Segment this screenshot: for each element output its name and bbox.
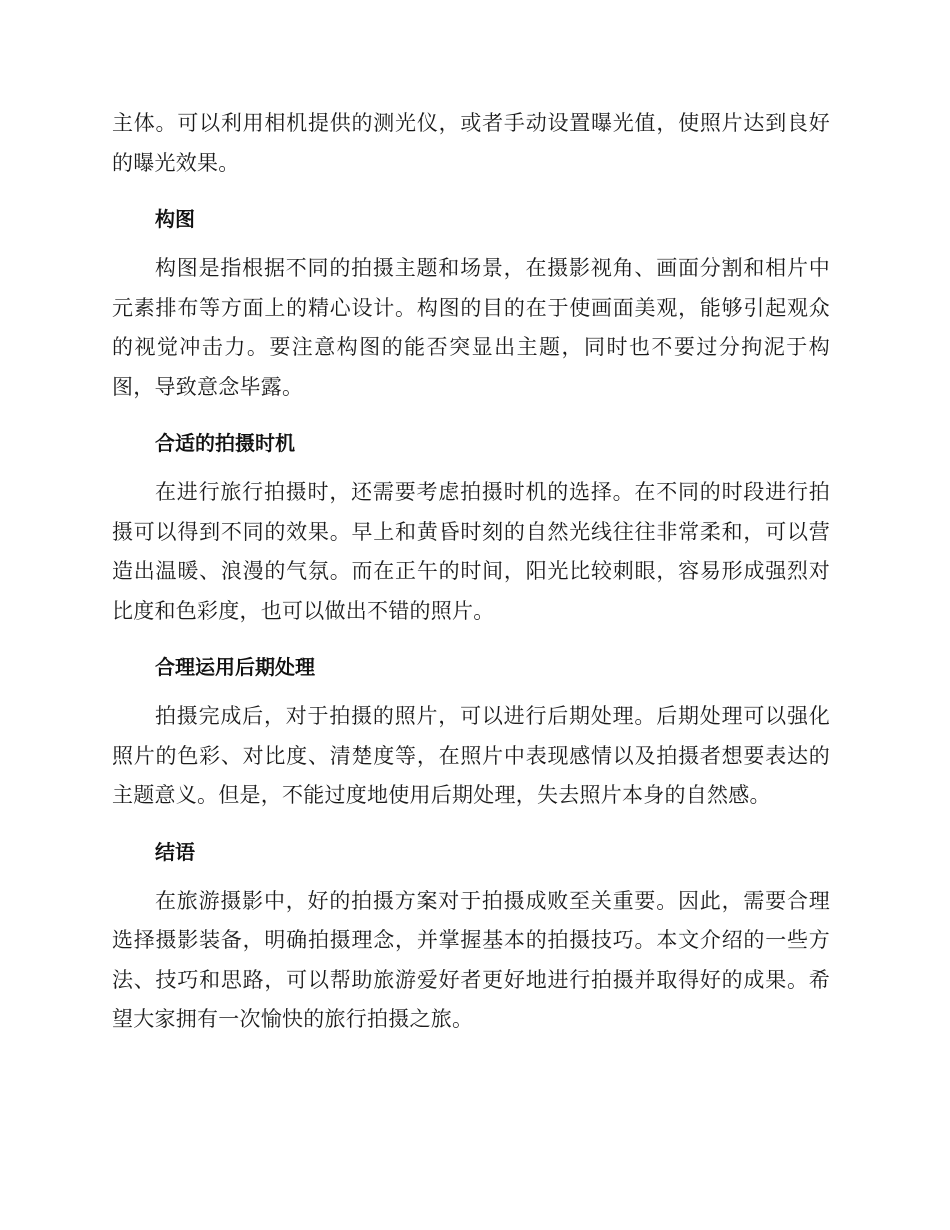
section-body-post-processing: 拍摄完成后，对于拍摄的照片，可以进行后期处理。后期处理可以强化照片的色彩、对比度、清楚度等，在照片中表现感情以及拍摄者想要表达的主题意义。但是，不能过度地使用后期处理，失去照片本身的自然感。 (112, 704, 830, 807)
intro-continuation-paragraph: 主体。可以利用相机提供的测光仪，或者手动设置曝光值，使照片达到良好的曝光效果。 (112, 111, 830, 175)
section-heading-conclusion: 结语 (155, 839, 195, 864)
section-heading-post-processing: 合理运用后期处理 (155, 655, 315, 679)
section-heading-timing: 合适的拍摄时机 (155, 431, 295, 455)
section-body-composition: 构图是指根据不同的拍摄主题和场景，在摄影视角、画面分割和相片中元素排布等方面上的精心设计。构图的目的在于使画面美观，能够引起观众的视觉冲击力。要注意构图的能否突显出主题，同时也不要过分拘泥于构图，导致意念毕露。 (112, 256, 830, 399)
document-page (112, 104, 830, 1040)
section-body-timing: 在进行旅行拍摄时，还需要考虑拍摄时机的选择。在不同的时段进行拍摄可以得到不同的效果。早上和黄昏时刻的自然光线往往非常柔和，可以营造出温暖、浪漫的气氛。而在正午的时间，阳光比较刺眼，容易形成强烈对比度和色彩度，也可以做出不错的照片。 (112, 480, 830, 623)
section-body-conclusion: 在旅游摄影中，好的拍摄方案对于拍摄成败至关重要。因此，需要合理选择摄影装备，明确拍摄理念，并掌握基本的拍摄技巧。本文介绍的一些方法、技巧和思路，可以帮助旅游爱好者更好地进行拍摄并取得好的成果。希望大家拥有一次愉快的旅行拍摄之旅。 (112, 888, 830, 1031)
section-heading-composition: 构图 (155, 207, 195, 231)
